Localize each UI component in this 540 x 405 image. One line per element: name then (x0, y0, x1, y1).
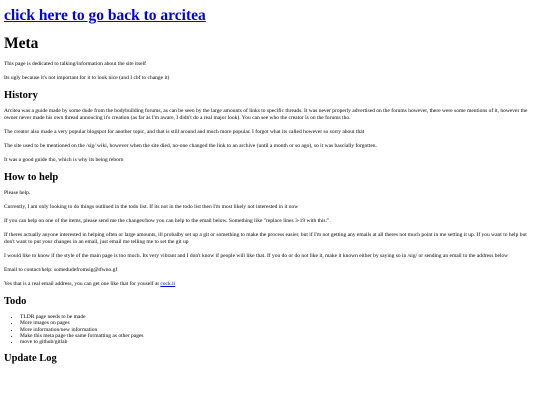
help-paragraph: Please help. (4, 190, 31, 196)
todo-list (4, 314, 536, 345)
cock-li-link[interactable]: cock.li (160, 281, 176, 287)
history-paragraph: The site used to be mentioned on the /sig/ wiki, however when the site died, no-one changed the link to an archive (until a month or so ago), so it was bascially forgotten. (4, 143, 377, 149)
email-note-text: Yes that is a real email address, you can get one like that for youself at (4, 281, 161, 287)
update-log-heading: Update Log (4, 353, 57, 365)
history-paragraph: The creator also made a very popular blogspot for another topic, and that is still around and much more popular. I forgot what its called however so sorry about that (4, 129, 365, 135)
help-paragraph: I would like to know if the style of the main page is too much. Its very vibrant and I don't know if people will like that. If you do or do not like it, make it known either by saying so in /sig/ or sending an email to the address below (4, 253, 509, 259)
list-item: • TLDR page needs to be made (20, 314, 536, 320)
intro-paragraph: Its ugly because it's not important for it to look nice (and I cbf to change it) (4, 75, 170, 81)
list-item: • More images on pages (20, 320, 536, 326)
how-to-help-heading: How to help (4, 172, 59, 183)
back-to-arcitea-link[interactable]: click here to go back to arcitea (4, 7, 206, 24)
history-paragraph: It was a good guide tho, which is why its being reborn (4, 157, 124, 163)
list-item: • move to github/gitlab (20, 339, 536, 345)
intro-paragraph: This page is dedicated to talking/information about the site itself (4, 61, 146, 67)
help-paragraph: Currently, I am only looking to do things outlined in the todo list. If its not in the todo list then I'm most likely not interested in it now (4, 204, 299, 210)
list-item: • Make this meta page the same formatting as other pages (20, 333, 536, 339)
todo-heading: Todo (4, 296, 27, 307)
history-paragraph: Arcitea was a guide made by some dude from the bodybuilding forums, as can be seen by the large amounts of links to specific threads. It was never properly advertised on the forums however, there were some mentions of it, however the owner never made his own thread annoucing it's creation (as far as I'm aware, I didn't do a real major look). You can see who the creator is on the forums tho. (4, 108, 528, 121)
contact-email: Email to contact/help: somedudefromsig@tfwno.gf (4, 267, 118, 273)
email-note (4, 281, 536, 288)
help-paragraph: If theres actually anyone interested in helping often or large amounts, ill probalby set up a git or something to make the process easier, but if I'm not getting any emails at all theres not much point in me setting it up. If you want to help but don't want to put your changes in an email, just email me telling me to set the git up (4, 232, 527, 245)
list-item: • More information/new information (20, 327, 536, 333)
page-title: Meta (4, 35, 39, 52)
help-paragraph: If you can help on one of the items, please send me the changes/how you can help to the email below. Something like "replace lines 3-19 with this:". (4, 218, 331, 224)
history-heading: History (4, 90, 38, 101)
